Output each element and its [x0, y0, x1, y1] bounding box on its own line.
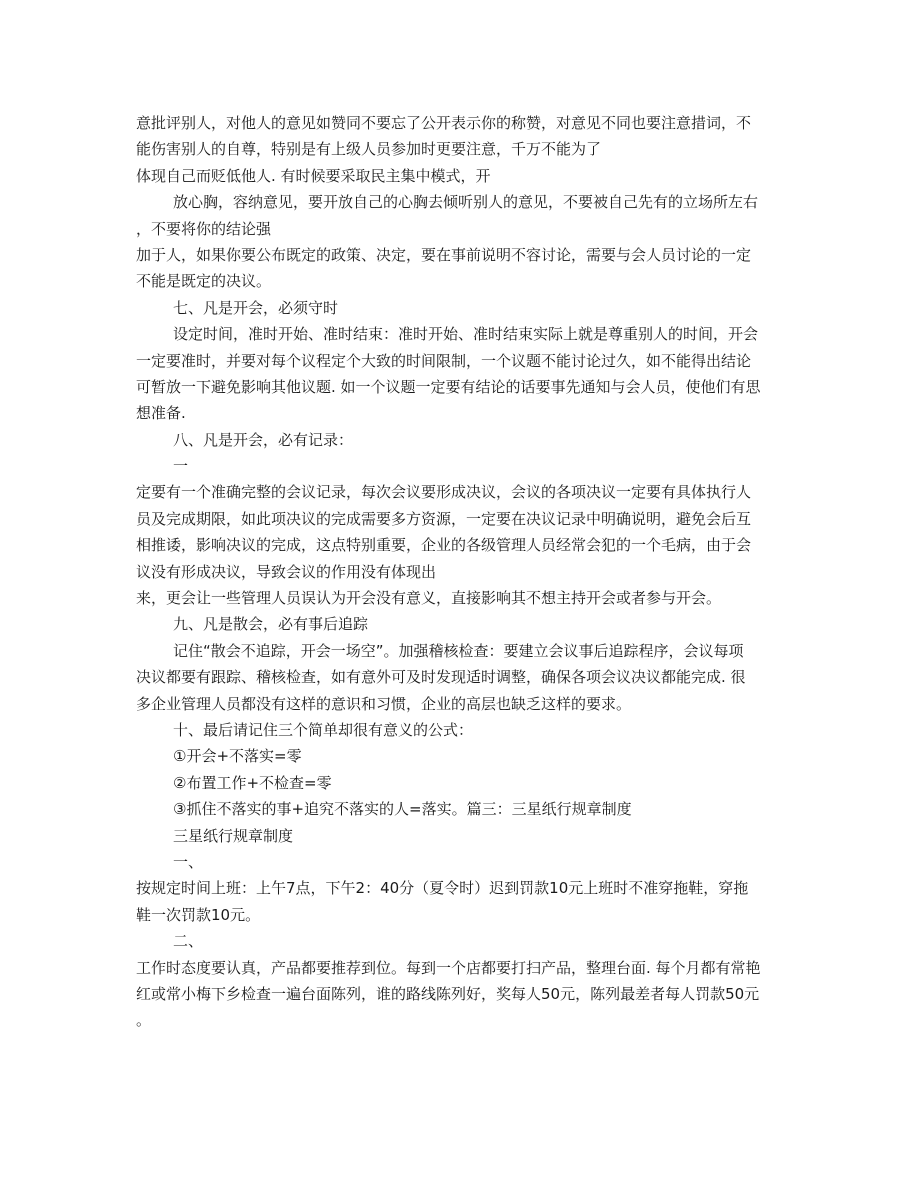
text-line: 三星纸行规章制度: [173, 826, 294, 845]
text-line: 体现自己而贬低他人. 有时候要采取民主集中模式，开: [136, 166, 491, 185]
text-line: 。: [136, 1011, 152, 1030]
text-line: 可暂放一下避免影响其他议题. 如一个议题一定要有结论的话要事先通知与会人员，使他们有思: [136, 377, 761, 396]
text-line: ②布置工作+不检查=零: [173, 773, 332, 792]
text-line: 七、凡是开会，必须守时: [173, 298, 339, 317]
text-line: 工作时态度要认真，产品都要推荐到位。每到一个店都要打扫产品，整理台面. 每个月都有常艳: [136, 958, 761, 977]
text-line: 十、最后请记住三个简单却很有意义的公式：: [173, 720, 474, 739]
text-line: 九、凡是散会，必有事后追踪: [173, 615, 369, 634]
text-line: 意批评别人，对他人的意见如赞同不要忘了公开表示你的称赞，对意见不同也要注意措词，不: [136, 114, 752, 132]
text-line: ，不要将你的结论强: [136, 219, 272, 238]
text-line: 决议都要有跟踪、稽核检查，如有意外可及时发现适时调整，确保各项会议决议都能完成. 很: [136, 668, 746, 687]
text-line: 二、: [173, 932, 204, 951]
text-line: 定要有一个准确完整的会议记录，每次会议要形成决议，会议的各项决议一定要有具体执行人: [136, 483, 752, 502]
text-line: 加于人，如果你要公布既定的政策、决定，要在事前说明不容讨论，需要与会人员讨论的一定: [136, 245, 752, 264]
text-line: 能伤害别人的自尊，特别是有上级人员参加时更要注意，千万不能为了: [136, 140, 602, 159]
text-line: 多企业管理人员都没有这样的意识和习惯，企业的高层也缺乏这样的要求。: [136, 694, 632, 713]
text-line: 一: [173, 457, 189, 476]
document-body: [136, 110, 784, 1034]
text-line: 员及完成期限，如此项决议的完成需要多方资源，一定要在决议记录中明确说明，避免会后互: [136, 509, 752, 528]
text-line: 一定要准时，并要对每个议程定个大致的时间限制，一个议题不能讨论过久，如不能得出结论: [136, 351, 752, 370]
text-line: ③抓住不落实的事+追究不落实的人=落实。篇三：三星纸行规章制度: [173, 800, 632, 819]
text-line: ①开会+不落实=零: [173, 747, 302, 766]
text-line: 想准备.: [136, 404, 186, 423]
text-line: 相推诿，影响决议的完成，这点特别重要，企业的各级管理人员经常会犯的一个毛病，由于会: [136, 536, 752, 555]
text-line: 记住“散会不追踪，开会一场空”。加强稽核检查：要建立会议事后追踪程序，会议每项: [173, 641, 744, 660]
text-line: 不能是既定的决议。: [136, 272, 272, 291]
text-line: 设定时间，准时开始、准时结束：准时开始、准时结束实际上就是尊重别人的时间，开会: [173, 325, 759, 344]
text-line: 来，更会让一些管理人员误认为开会没有意义，直接影响其不想主持开会或者参与开会。: [136, 589, 722, 608]
text-line: 八、凡是开会，必有记录：: [173, 430, 354, 449]
text-line: 放心胸，容纳意见，要开放自己的心胸去倾听别人的意见，不要被自己先有的立场所左右: [173, 193, 759, 212]
text-line: 红或常小梅下乡检查一遍台面陈列，谁的路线陈列好，奖每人50元，陈列最差者每人罚款50元: [136, 984, 760, 1003]
text-line: 鞋一次罚款10元。: [136, 905, 261, 924]
text-line: 一、: [173, 852, 204, 871]
text-line: 按规定时间上班：上午7点，下午2：40分（夏令时）迟到罚款10元上班时不准穿拖鞋，穿拖: [136, 879, 749, 898]
text-line: 议没有形成决议，导致会议的作用没有体现出: [136, 562, 437, 581]
